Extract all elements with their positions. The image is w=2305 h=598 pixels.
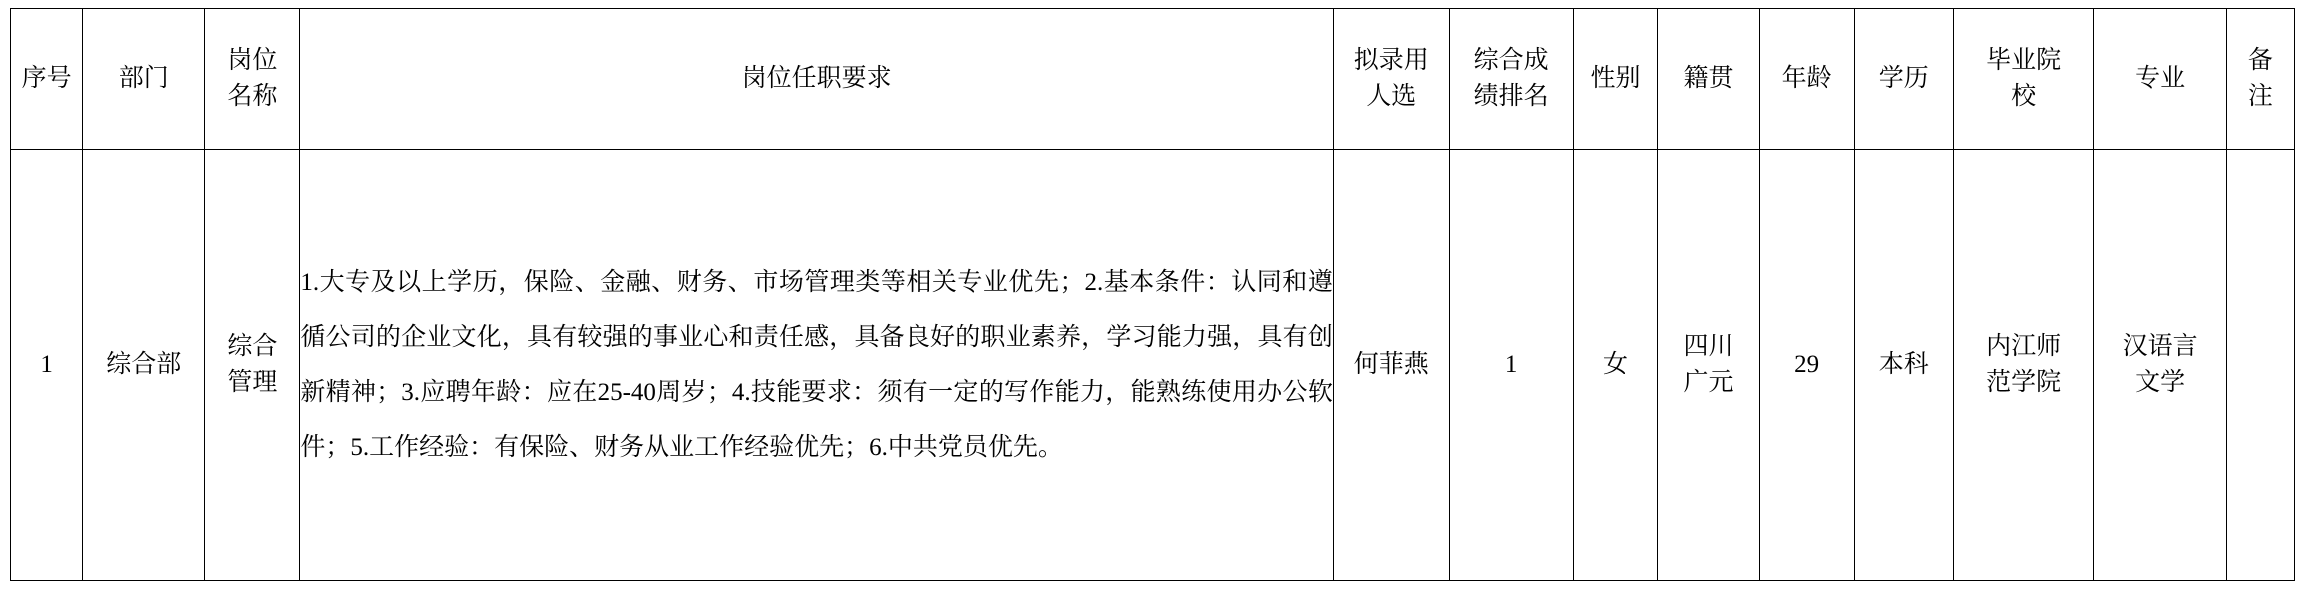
cell-post	[205, 150, 300, 581]
cell-remark	[2226, 150, 2294, 581]
cell-native	[1658, 150, 1759, 581]
cell-school-value: 内江师 范学院	[1986, 332, 2062, 396]
column-header-dept	[83, 9, 205, 150]
cell-education	[1854, 150, 1953, 581]
column-header-major-label: 专业	[2135, 64, 2186, 92]
column-header-dept-label: 部门	[118, 64, 169, 92]
cell-dept	[83, 150, 205, 581]
column-header-post-label: 岗位 名称	[227, 46, 278, 110]
cell-dept-value: 综合部	[106, 350, 182, 378]
table-body	[11, 150, 2295, 581]
cell-major	[2094, 150, 2226, 581]
column-header-requirement-label: 岗位任职要求	[741, 64, 892, 92]
column-header-gender-label: 性别	[1590, 64, 1641, 92]
column-header-native	[1658, 9, 1759, 150]
column-header-rank-label: 综合成 绩排名	[1473, 46, 1549, 110]
column-header-seq	[11, 9, 83, 150]
column-header-age-label: 年龄	[1781, 64, 1832, 92]
cell-candidate	[1333, 150, 1449, 581]
cell-age	[1759, 150, 1854, 581]
column-header-age	[1759, 9, 1854, 150]
column-header-rank	[1449, 9, 1573, 150]
cell-age-value: 29	[1794, 350, 1820, 378]
column-header-remark-label: 备 注	[2247, 46, 2273, 110]
column-header-school	[1953, 9, 2094, 150]
table-header-row	[11, 9, 2295, 150]
column-header-education	[1854, 9, 1953, 150]
cell-seq	[11, 150, 83, 581]
document-sheet	[0, 8, 2305, 598]
column-header-seq-label: 序号	[21, 64, 72, 92]
cell-post-value: 综合 管理	[227, 332, 278, 396]
cell-rank	[1449, 150, 1573, 581]
cell-school	[1953, 150, 2094, 581]
column-header-candidate	[1333, 9, 1449, 150]
cell-rank-value: 1	[1504, 350, 1518, 378]
cell-native-value: 四川 广元	[1683, 332, 1734, 396]
column-header-candidate-label: 拟录用 人选	[1353, 46, 1429, 110]
column-header-school-label: 毕业院 校	[1986, 46, 2062, 110]
column-header-requirement	[300, 9, 1333, 150]
table-row	[11, 150, 2295, 581]
column-header-major	[2094, 9, 2226, 150]
cell-requirement	[300, 150, 1333, 581]
column-header-education-label: 学历	[1878, 64, 1929, 92]
column-header-post	[205, 9, 300, 150]
cell-seq-value: 1	[40, 350, 53, 378]
cell-requirement-value: 1.大专及以上学历，保险、金融、财务、市场管理类等相关专业优先；2.基本条件：认同和遵循公司的企业文化，具有较强的事业心和责任感，具备良好的职业素养，学习能力强，具有创新精神；3.应聘年龄：应在25-40周岁；4.技能要求：须有一定的写作能力，能熟练使用办公软件；5.工作经验：有保险、财务从业工作经验优先；6.中共党员优先。	[300, 269, 1333, 461]
column-header-remark	[2226, 9, 2294, 150]
cell-candidate-value: 何菲燕	[1353, 350, 1429, 378]
column-header-gender	[1573, 9, 1658, 150]
column-header-native-label: 籍贯	[1683, 64, 1734, 92]
cell-major-value: 汉语言 文学	[2122, 332, 2198, 396]
cell-education-value: 本科	[1878, 350, 1929, 378]
table-header	[11, 9, 2295, 150]
cell-gender-value: 女	[1602, 350, 1628, 378]
cell-gender	[1573, 150, 1658, 581]
recruitment-table	[10, 8, 2295, 581]
